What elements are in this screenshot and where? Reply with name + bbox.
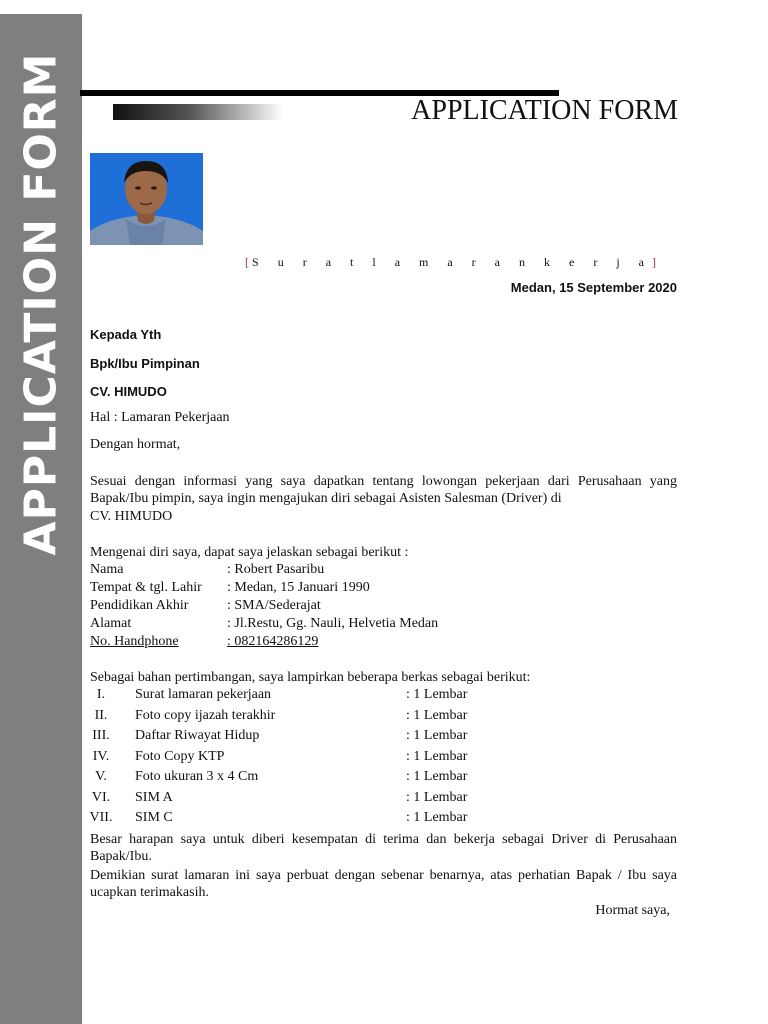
subject-text: S u r a t l a m a r a n k e r j a — [252, 255, 652, 269]
attachment-name: Daftar Riwayat Hidup — [135, 728, 260, 743]
attachment-qty: : 1 Lembar — [406, 728, 468, 743]
attachment-row — [86, 749, 506, 769]
closing-paragraph-1: Besar harapan saya untuk diberi kesempatan di terima dan bekerja sebagai Driver di Perusahaan Bapak/Ibu. — [90, 832, 677, 864]
recipient-line-1: Kepada Yth — [90, 327, 162, 342]
letter-date: Medan, 15 September 2020 — [510, 280, 677, 295]
attachment-row — [86, 687, 506, 707]
attachment-qty: : 1 Lembar — [406, 790, 468, 805]
info-key: No. Handphone — [90, 634, 179, 649]
attachment-number: IV. — [92, 749, 110, 764]
gradient-bar — [113, 104, 283, 120]
intro-company: CV. HIMUDO — [90, 509, 173, 524]
attachment-number: III. — [92, 728, 110, 743]
recipient-company: CV. HIMUDO — [90, 384, 167, 399]
subject-hal: Hal : Lamaran Pekerjaan — [90, 410, 230, 425]
attachment-row — [86, 708, 506, 728]
info-value: : Medan, 15 Januari 1990 — [227, 580, 370, 595]
attachment-qty: : 1 Lembar — [406, 687, 468, 702]
attachment-qty: : 1 Lembar — [406, 769, 468, 784]
attachment-number: VII. — [89, 810, 113, 825]
attachment-row — [86, 769, 506, 789]
attachment-name: Foto ukuran 3 x 4 Cm — [135, 769, 259, 784]
info-value: : SMA/Sederajat — [227, 598, 321, 613]
info-key: Nama — [90, 562, 124, 577]
info-key: Pendidikan Akhir — [90, 598, 189, 613]
subject-open-bracket: [ — [245, 255, 253, 269]
info-value: : 082164286129 — [227, 634, 319, 649]
attachment-qty: : 1 Lembar — [406, 749, 468, 764]
applicant-photo — [90, 153, 203, 245]
attachment-qty: : 1 Lembar — [406, 708, 468, 723]
recipient-line-2: Bpk/Ibu Pimpinan — [90, 356, 200, 371]
attachment-name: Foto copy ijazah terakhir — [135, 708, 276, 723]
intro-paragraph: Sesuai dengan informasi yang saya dapatkan tentang lowongan pekerjaan dari Perusahaan yang Bapak/Ibu pimpin, saya ingin mengajukan diri sebagai Asisten Salesman (Driver) di — [90, 474, 677, 506]
attachment-name: SIM A — [135, 790, 173, 805]
signoff: Hormat saya, — [595, 903, 670, 918]
attachment-number: V. — [95, 769, 107, 784]
attachment-name: Surat lamaran pekerjaan — [135, 687, 272, 702]
subject-line — [245, 255, 656, 270]
info-value: : Jl.Restu, Gg. Nauli, Helvetia Medan — [227, 616, 439, 631]
closing-paragraph-2: Demikian surat lamaran ini saya perbuat dengan sebenar benarnya, atas perhatian Bapak / Ibu saya ucapkan terimakasih. — [90, 868, 677, 900]
attachment-row — [86, 810, 506, 830]
attachment-number: I. — [96, 687, 106, 702]
attachment-row — [86, 790, 506, 810]
attachment-name: Foto Copy KTP — [135, 749, 225, 764]
subject-close-bracket: ] — [652, 255, 656, 269]
info-key: Alamat — [90, 616, 132, 631]
attachment-number: VI. — [91, 790, 111, 805]
attachment-row — [86, 728, 506, 748]
about-intro: Mengenai diri saya, dapat saya jelaskan sebagai berikut : — [90, 545, 409, 560]
attachment-qty: : 1 Lembar — [406, 810, 468, 825]
sidebar-title: APPLICATION FORM — [15, 52, 67, 556]
info-value: : Robert Pasaribu — [227, 562, 325, 577]
greeting: Dengan hormat, — [90, 437, 181, 452]
info-key: Tempat & tgl. Lahir — [90, 580, 202, 595]
page-title: APPLICATION FORM — [411, 95, 678, 126]
sidebar-band — [0, 14, 82, 1024]
attachment-name: SIM C — [135, 810, 173, 825]
applicant-photo-illustration — [90, 153, 203, 245]
attachments-intro: Sebagai bahan pertimbangan, saya lampirkan beberapa berkas sebagai berikut: — [90, 670, 531, 685]
attachment-number: II. — [94, 708, 108, 723]
